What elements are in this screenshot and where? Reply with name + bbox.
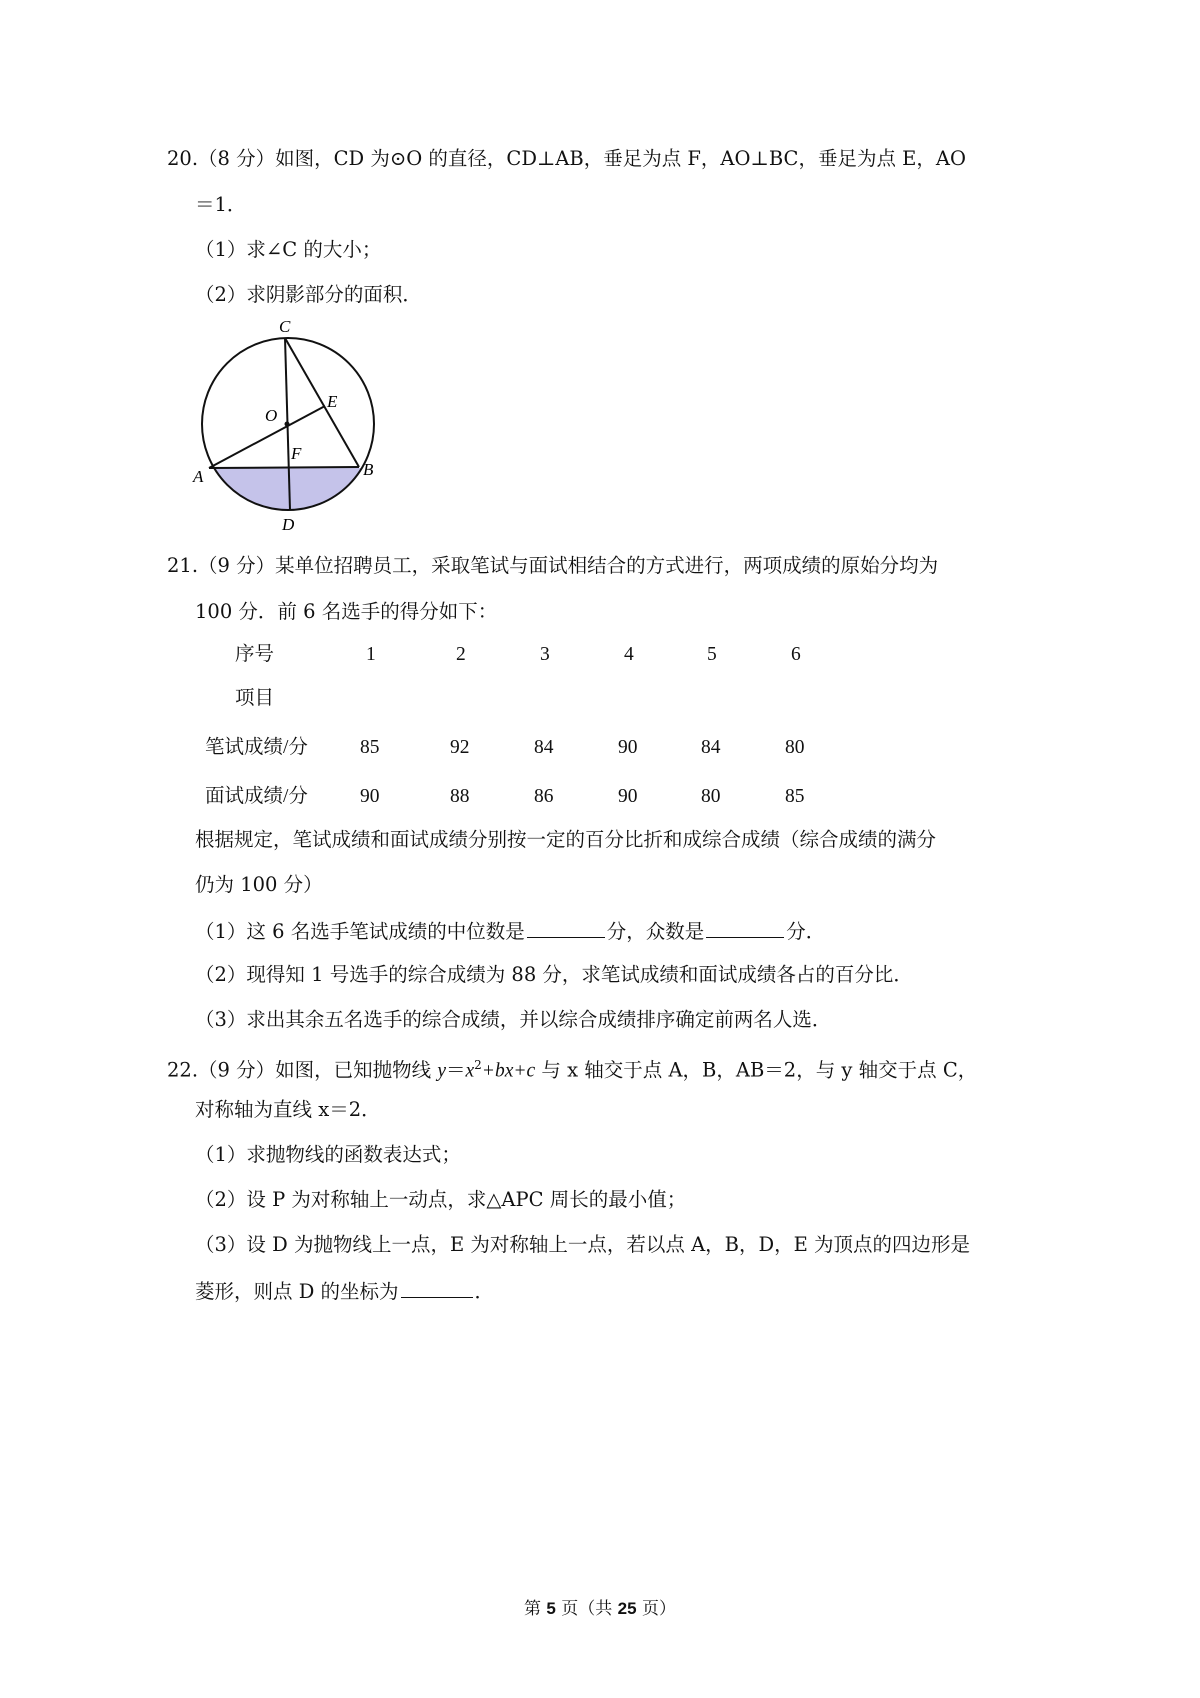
q21-line4: 仍为 100 分） [195, 873, 323, 896]
q22-line1-b: 与 x 轴交于点 A，B，AB＝2，与 y 轴交于点 C， [535, 1058, 978, 1082]
label-o: O [265, 406, 278, 425]
label-a: A [193, 467, 204, 486]
table-row-label-interview: 面试成绩/分 [205, 786, 308, 807]
footer-middle: 页（共 [555, 1599, 618, 1619]
q22-line2: 对称轴为直线 x＝2． [195, 1098, 381, 1121]
q21-line2: 100 分．前 6 名选手的得分如下： [195, 600, 498, 623]
q21-sub1-text-a: （1）这 6 名选手笔试成绩的中位数是 [195, 920, 525, 943]
footer-total-pages: 25 [617, 1599, 637, 1618]
table-cell: 92 [450, 737, 470, 758]
table-cell: 85 [785, 786, 805, 807]
chord-ab [209, 467, 359, 468]
table-col-6: 6 [791, 644, 801, 665]
table-cell: 80 [701, 786, 721, 807]
q22-line1 [167, 1052, 977, 1085]
table-cell: 90 [618, 737, 638, 758]
q21-sub1-text-b: 分，众数是 [606, 920, 705, 943]
table-cell: 84 [701, 737, 721, 758]
table-cell: 86 [534, 786, 554, 807]
label-b: B [363, 460, 374, 479]
q20-sub1: （1）求∠C 的大小； [195, 238, 382, 261]
table-cell: 85 [360, 737, 380, 758]
mode-answer-blank[interactable] [706, 917, 784, 938]
table-header-item: 项目 [235, 688, 275, 709]
table-row-label-written: 笔试成绩/分 [205, 737, 308, 758]
q22-sub3-line2 [195, 1277, 494, 1305]
q20-line2: ＝1． [195, 193, 247, 216]
table-col-3: 3 [540, 644, 550, 665]
eq-equals: ＝ [445, 1058, 466, 1082]
label-f: F [291, 444, 302, 463]
q21-sub1 [195, 917, 825, 945]
label-d: D [282, 515, 295, 534]
q22-sub2: （2）设 P 为对称轴上一动点，求△APC 周长的最小值； [195, 1188, 687, 1211]
table-cell: 84 [534, 737, 554, 758]
q22-sub3-line2-b: ． [474, 1280, 495, 1303]
point-d-answer-blank[interactable] [401, 1277, 473, 1298]
median-answer-blank[interactable] [527, 917, 605, 938]
table-cell: 90 [360, 786, 380, 807]
eq-y: y [437, 1060, 446, 1082]
table-col-2: 2 [456, 644, 466, 665]
table-col-1: 1 [366, 644, 376, 665]
q20-line1: 20.（8 分）如图，CD 为⊙O 的直径，CD⊥AB，垂足为点 F，AO⊥BC，垂足为点 E，AO [167, 147, 966, 170]
q21-sub1-text-c: 分． [786, 920, 826, 943]
page-footer [0, 1598, 1200, 1620]
eq-rest: +bx+c [481, 1060, 536, 1082]
table-header-index: 序号 [235, 644, 275, 665]
q22-sub3-line2-a: 菱形，则点 D 的坐标为 [195, 1280, 399, 1303]
eq-exponent: 2 [474, 1058, 482, 1072]
q20-sub2: （2）求阴影部分的面积． [195, 283, 422, 306]
q21-sub3: （3）求出其余五名选手的综合成绩，并以综合成绩排序确定前两名人选． [195, 1008, 832, 1031]
q22-line1-a: 22.（9 分）如图，已知抛物线 [167, 1058, 438, 1082]
center-point-o [285, 422, 290, 427]
label-c: C [279, 317, 291, 336]
table-col-5: 5 [707, 644, 717, 665]
q21-line3: 根据规定，笔试成绩和面试成绩分别按一定的百分比折和成综合成绩（综合成绩的满分 [195, 828, 937, 851]
table-cell: 88 [450, 786, 470, 807]
footer-page-number: 5 [546, 1599, 556, 1618]
table-cell: 90 [618, 786, 638, 807]
q21-sub2: （2）现得知 1 号选手的综合成绩为 88 分，求笔试成绩和面试成绩各占的百分比． [195, 963, 913, 986]
eq-x: x [465, 1060, 475, 1082]
q22-sub3: （3）设 D 为抛物线上一点，E 为对称轴上一点，若以点 A，B，D，E 为顶点的四边形是 [195, 1233, 971, 1256]
footer-prefix: 第 [523, 1599, 547, 1619]
table-col-4: 4 [624, 644, 634, 665]
q21-line1: 21.（9 分）某单位招聘员工，采取笔试与面试相结合的方式进行，两项成绩的原始分均为 [167, 554, 939, 577]
footer-suffix: 页） [636, 1599, 676, 1619]
q22-sub1: （1）求抛物线的函数表达式； [195, 1143, 461, 1166]
q20-circle-figure [185, 310, 395, 540]
label-e: E [327, 392, 338, 411]
table-cell: 80 [785, 737, 805, 758]
